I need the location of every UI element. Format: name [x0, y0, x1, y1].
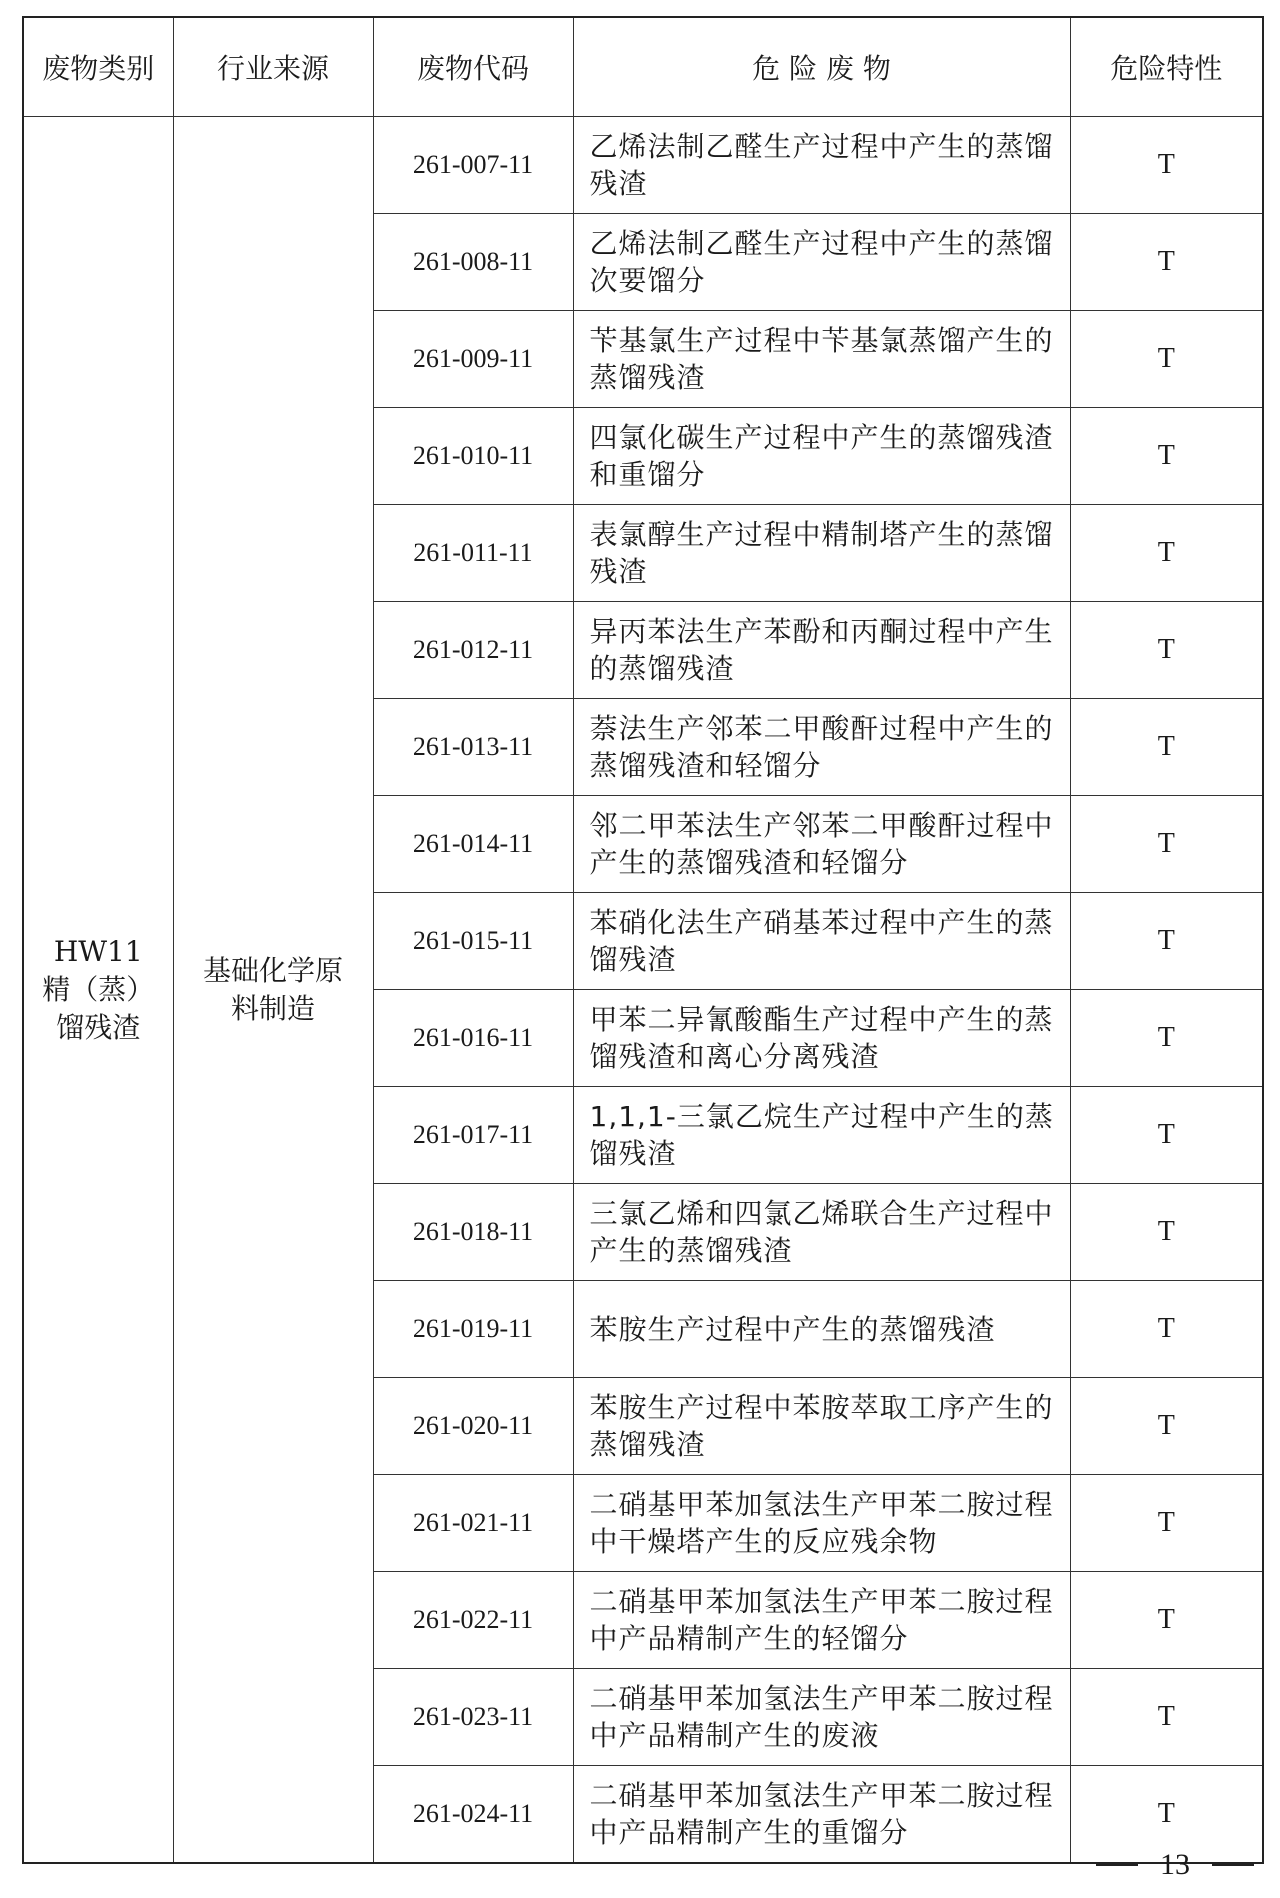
header-source: 行业来源 — [173, 17, 373, 117]
waste-code-cell: 261-013-11 — [373, 699, 573, 796]
waste-desc-cell: 邻二甲苯法生产邻苯二甲酸酐过程中产生的蒸馏残渣和轻馏分 — [573, 796, 1070, 893]
waste-desc-cell: 苄基氯生产过程中苄基氯蒸馏产生的蒸馏残渣 — [573, 311, 1070, 408]
waste-code-cell: 261-018-11 — [373, 1184, 573, 1281]
dash-right — [1212, 1864, 1254, 1866]
waste-code-cell: 261-024-11 — [373, 1766, 573, 1864]
waste-desc-cell: 二硝基甲苯加氢法生产甲苯二胺过程中干燥塔产生的反应残余物 — [573, 1475, 1070, 1572]
waste-desc-cell: 二硝基甲苯加氢法生产甲苯二胺过程中产品精制产生的废液 — [573, 1669, 1070, 1766]
header-waste: 危 险 废 物 — [573, 17, 1070, 117]
hazard-cell: T — [1070, 990, 1263, 1087]
page-number: 13 — [1160, 1848, 1190, 1881]
page-footer — [1096, 1848, 1254, 1882]
waste-code-cell: 261-017-11 — [373, 1087, 573, 1184]
table-body — [23, 117, 1263, 1864]
waste-code-cell: 261-016-11 — [373, 990, 573, 1087]
hazard-cell: T — [1070, 117, 1263, 214]
waste-category-cell — [23, 117, 173, 1864]
header-code: 废物代码 — [373, 17, 573, 117]
waste-code-cell: 261-020-11 — [373, 1378, 573, 1475]
waste-code-cell: 261-015-11 — [373, 893, 573, 990]
waste-code-cell: 261-010-11 — [373, 408, 573, 505]
waste-code-cell: 261-011-11 — [373, 505, 573, 602]
waste-desc-cell: 萘法生产邻苯二甲酸酐过程中产生的蒸馏残渣和轻馏分 — [573, 699, 1070, 796]
waste-desc-cell: 四氯化碳生产过程中产生的蒸馏残渣和重馏分 — [573, 408, 1070, 505]
waste-code-cell: 261-014-11 — [373, 796, 573, 893]
waste-category-line3: 馏残渣 — [56, 1010, 141, 1044]
hazard-cell: T — [1070, 893, 1263, 990]
waste-code-cell: 261-008-11 — [373, 214, 573, 311]
waste-code-cell: 261-007-11 — [373, 117, 573, 214]
waste-desc-cell: 三氯乙烯和四氯乙烯联合生产过程中产生的蒸馏残渣 — [573, 1184, 1070, 1281]
waste-desc-cell: 二硝基甲苯加氢法生产甲苯二胺过程中产品精制产生的重馏分 — [573, 1766, 1070, 1864]
waste-code-cell: 261-019-11 — [373, 1281, 573, 1378]
waste-desc-cell: 甲苯二异氰酸酯生产过程中产生的蒸馏残渣和离心分离残渣 — [573, 990, 1070, 1087]
waste-desc-cell: 1,1,1-三氯乙烷生产过程中产生的蒸馏残渣 — [573, 1087, 1070, 1184]
waste-category-line2: 精（蒸） — [42, 972, 155, 1006]
header-hazard: 危险特性 — [1070, 17, 1263, 117]
hazard-cell: T — [1070, 1281, 1263, 1378]
table-header-row — [23, 17, 1263, 117]
waste-desc-cell: 乙烯法制乙醛生产过程中产生的蒸馏残渣 — [573, 117, 1070, 214]
hazard-cell: T — [1070, 699, 1263, 796]
table-row — [23, 117, 1263, 214]
hazardous-waste-table — [22, 16, 1264, 1864]
waste-code-cell: 261-021-11 — [373, 1475, 573, 1572]
waste-desc-cell: 苯胺生产过程中苯胺萃取工序产生的蒸馏残渣 — [573, 1378, 1070, 1475]
hazard-cell: T — [1070, 1572, 1263, 1669]
waste-desc-cell: 表氯醇生产过程中精制塔产生的蒸馏残渣 — [573, 505, 1070, 602]
hazard-cell: T — [1070, 1184, 1263, 1281]
waste-desc-cell: 异丙苯法生产苯酚和丙酮过程中产生的蒸馏残渣 — [573, 602, 1070, 699]
waste-desc-cell: 苯胺生产过程中产生的蒸馏残渣 — [573, 1281, 1070, 1378]
hazard-cell: T — [1070, 311, 1263, 408]
hazard-cell: T — [1070, 505, 1263, 602]
dash-left — [1096, 1864, 1138, 1866]
hazard-cell: T — [1070, 408, 1263, 505]
hazard-cell: T — [1070, 1669, 1263, 1766]
waste-desc-cell: 二硝基甲苯加氢法生产甲苯二胺过程中产品精制产生的轻馏分 — [573, 1572, 1070, 1669]
hazard-cell: T — [1070, 1378, 1263, 1475]
industry-source-cell: 基础化学原料制造 — [173, 117, 373, 1864]
hazard-cell: T — [1070, 602, 1263, 699]
waste-code-cell: 261-023-11 — [373, 1669, 573, 1766]
hazard-cell: T — [1070, 1087, 1263, 1184]
waste-code-cell: 261-009-11 — [373, 311, 573, 408]
hazard-cell: T — [1070, 1766, 1263, 1864]
waste-desc-cell: 乙烯法制乙醛生产过程中产生的蒸馏次要馏分 — [573, 214, 1070, 311]
hazard-cell: T — [1070, 1475, 1263, 1572]
waste-desc-cell: 苯硝化法生产硝基苯过程中产生的蒸馏残渣 — [573, 893, 1070, 990]
waste-code-cell: 261-012-11 — [373, 602, 573, 699]
waste-category-line1: HW11 — [53, 934, 143, 968]
hazard-cell: T — [1070, 796, 1263, 893]
header-category: 废物类别 — [23, 17, 173, 117]
hazard-cell: T — [1070, 214, 1263, 311]
waste-code-cell: 261-022-11 — [373, 1572, 573, 1669]
